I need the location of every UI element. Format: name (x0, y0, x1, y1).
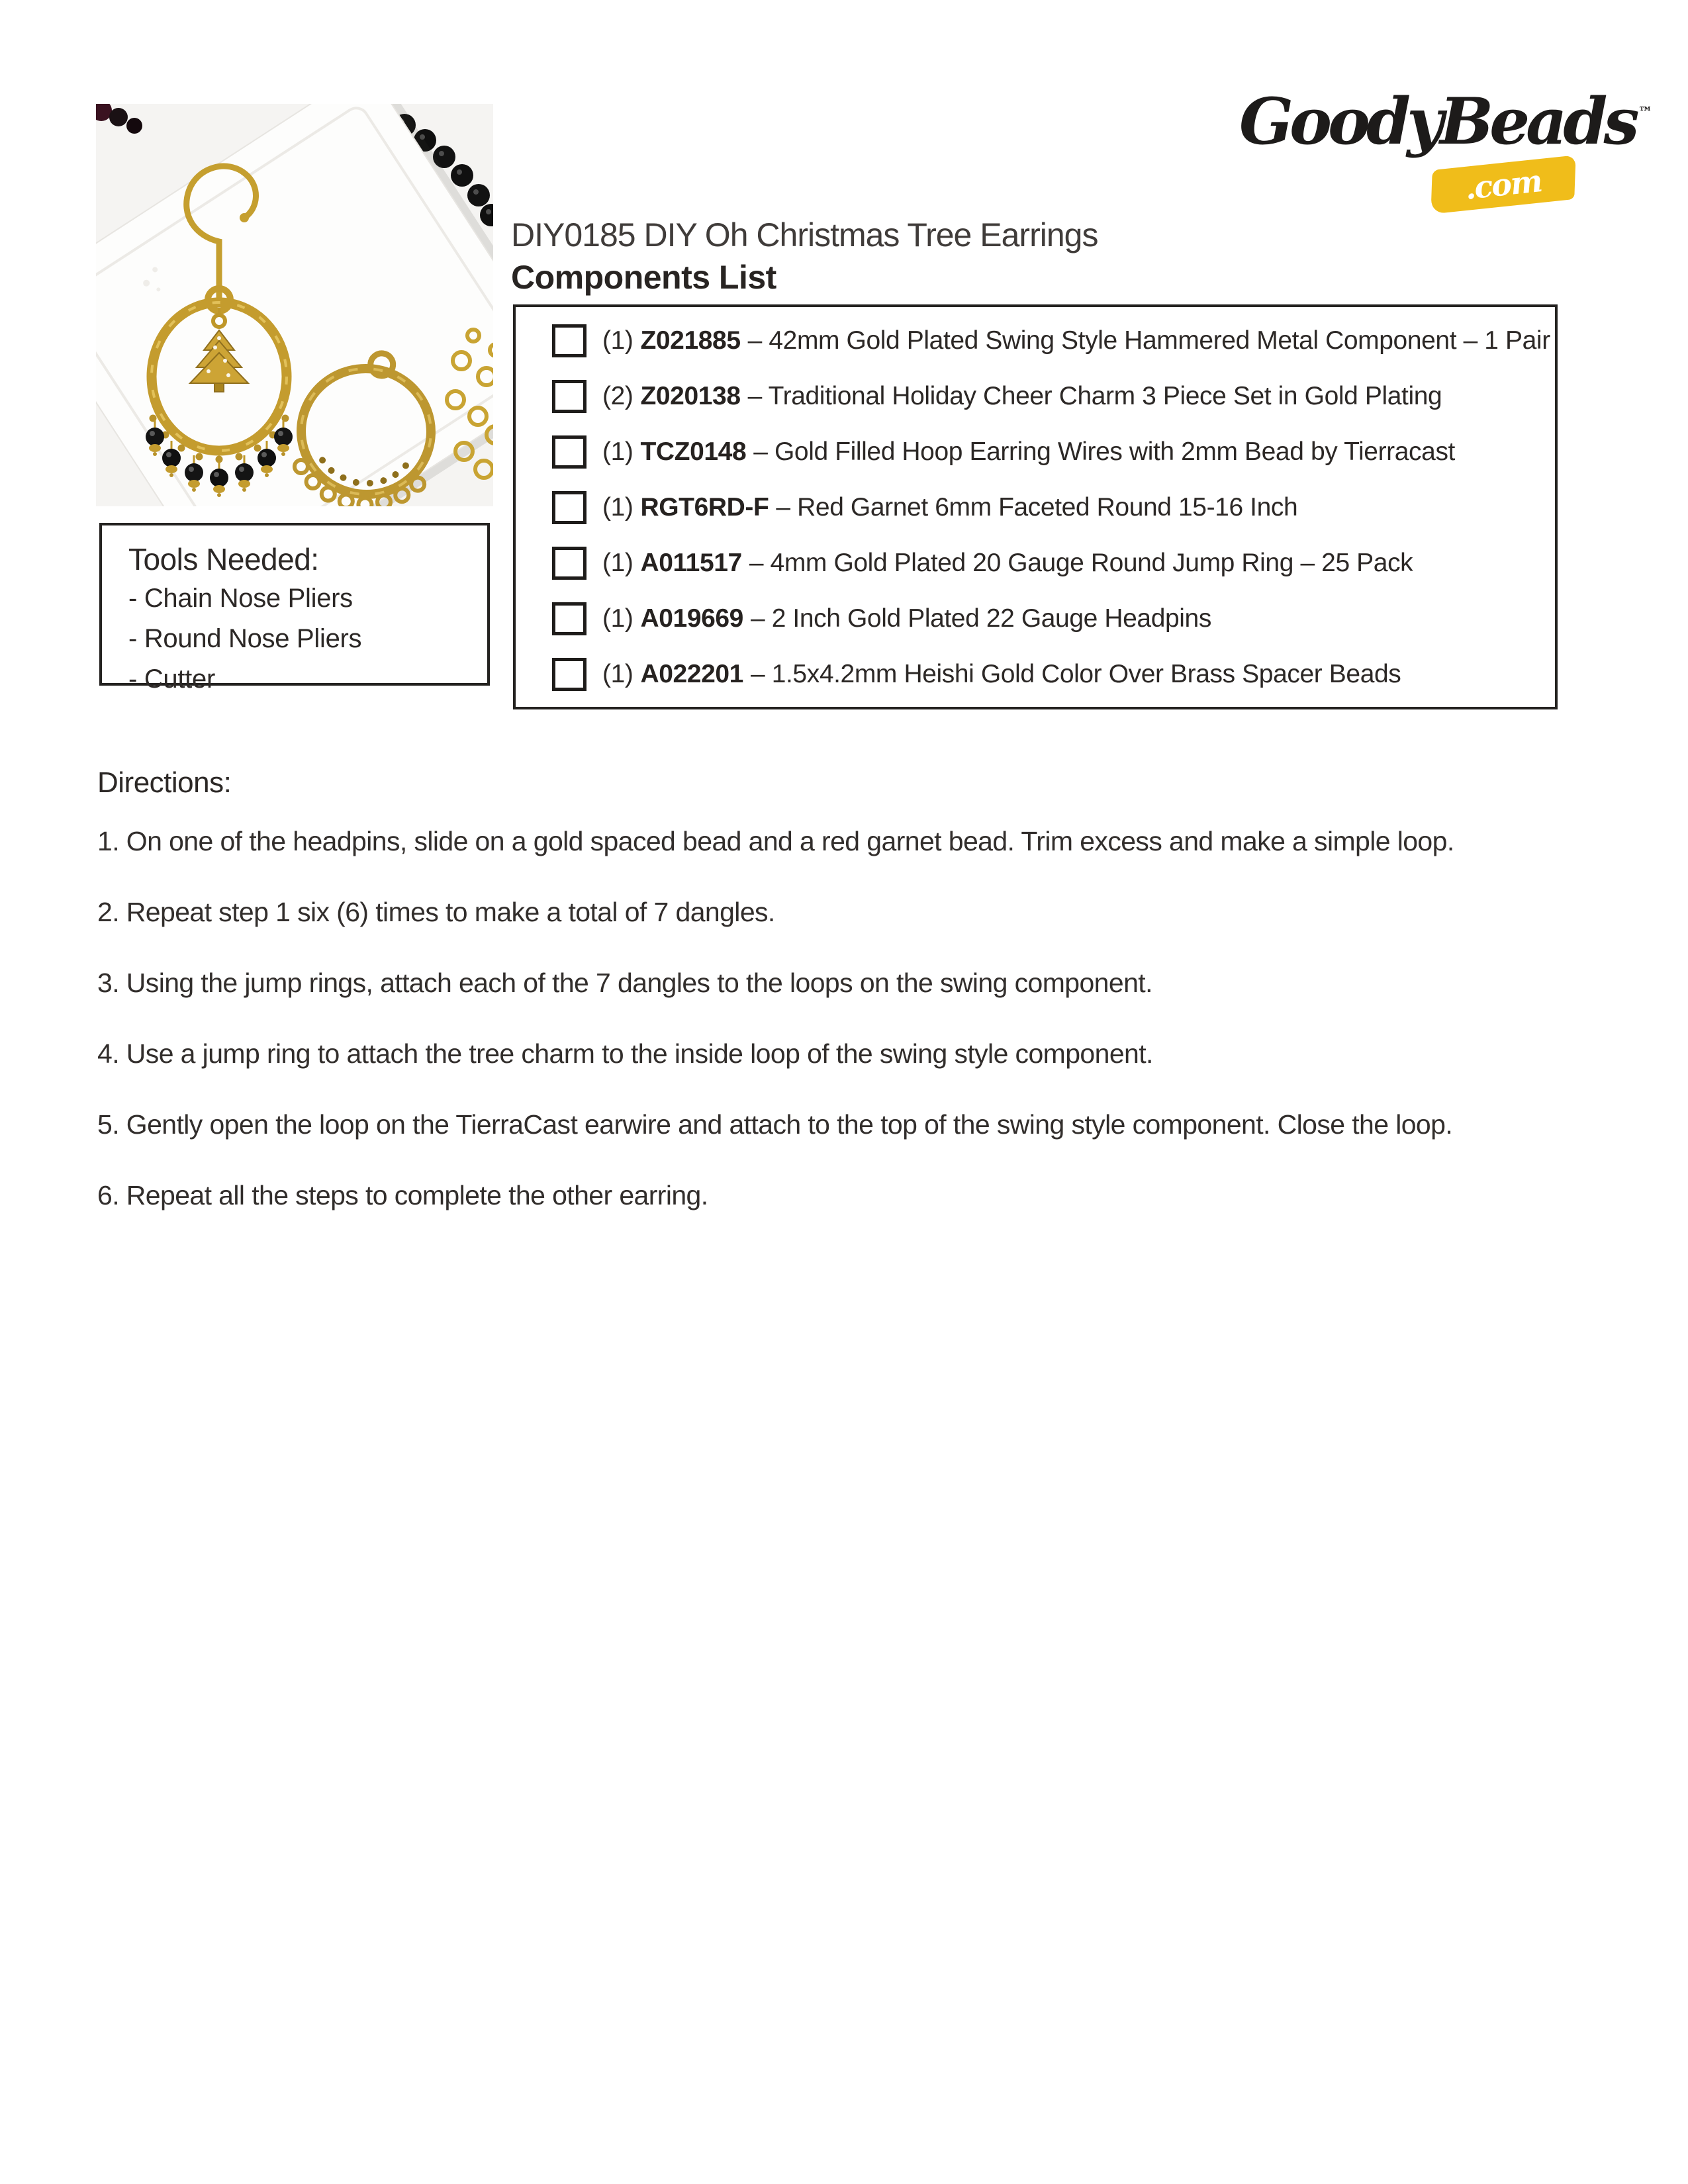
page-title: DIY0185 DIY Oh Christmas Tree Earrings (511, 216, 1098, 253)
component-desc: – 2 Inch Gold Plated 22 Gauge Headpins (750, 604, 1211, 633)
tools-list (128, 580, 481, 698)
component-item (552, 546, 1555, 580)
component-checkbox[interactable] (552, 435, 586, 469)
component-sku: RGT6RD-F (640, 493, 769, 522)
direction-step: 4. Use a jump ring to attach the tree charm to the inside loop of the swing style component. (97, 1038, 1153, 1069)
component-desc: – Red Garnet 6mm Faceted Round 15-16 Inch (776, 493, 1298, 522)
component-desc: – 42mm Gold Plated Swing Style Hammered Metal Component – 1 Pair (747, 326, 1550, 355)
component-item (552, 490, 1555, 525)
goodybeads-wordmark (1239, 84, 1653, 159)
dotcom-text: .com (1463, 163, 1544, 206)
component-qty: (1) (602, 493, 633, 522)
component-text (602, 549, 1413, 578)
component-sku: A011517 (640, 549, 742, 577)
component-item (552, 602, 1555, 636)
tm-mark: ™ (1638, 104, 1653, 121)
component-item (552, 657, 1555, 692)
component-checkbox[interactable] (552, 547, 586, 580)
component-item (552, 324, 1555, 358)
component-checkbox[interactable] (552, 602, 586, 635)
component-text (602, 326, 1550, 355)
product-photo-illustration (96, 104, 493, 506)
dotcom-banner (1430, 155, 1575, 214)
component-checkbox[interactable] (552, 324, 586, 357)
components-box (513, 304, 1558, 709)
component-text (602, 382, 1442, 411)
component-qty: (1) (602, 326, 633, 355)
component-item (552, 435, 1555, 469)
component-qty: (1) (602, 660, 633, 688)
tools-heading: Tools Needed: (128, 542, 319, 576)
brand-text: GoodyBeads (1239, 84, 1636, 159)
component-desc: – Gold Filled Hoop Earring Wires with 2mm Bead by Tierracast (753, 437, 1455, 466)
component-desc: – Traditional Holiday Cheer Charm 3 Piece Set in Gold Plating (747, 382, 1442, 410)
component-qty: (2) (602, 382, 633, 410)
component-checkbox[interactable] (552, 380, 586, 413)
direction-step: 5. Gently open the loop on the TierraCast earwire and attach to the top of the swing style component. Close the loop. (97, 1109, 1453, 1140)
directions-heading: Directions: (97, 766, 232, 799)
component-qty: (1) (602, 437, 633, 466)
directions-section (97, 766, 1640, 1251)
direction-step: 6. Repeat all the steps to complete the other earring. (97, 1180, 708, 1210)
tools-box (99, 523, 490, 694)
tool-item: - Round Nose Pliers (128, 623, 362, 653)
component-qty: (1) (602, 604, 633, 633)
direction-step: 1. On one of the headpins, slide on a gold spaced bead and a red garnet bead. Trim excess and make a simple loop. (97, 826, 1454, 856)
component-sku: Z020138 (640, 382, 741, 410)
tool-item: - Cutter (128, 664, 215, 694)
product-photo (96, 104, 493, 506)
component-checkbox[interactable] (552, 658, 586, 691)
component-sku: A022201 (640, 660, 743, 688)
component-text (602, 604, 1211, 633)
component-text (602, 493, 1297, 522)
direction-step: 2. Repeat step 1 six (6) times to make a total of 7 dangles. (97, 897, 775, 927)
component-sku: Z021885 (640, 326, 741, 355)
component-item (552, 379, 1555, 414)
component-text (602, 660, 1401, 689)
tool-item: - Chain Nose Pliers (128, 584, 353, 613)
component-desc: – 4mm Gold Plated 20 Gauge Round Jump Ring – 25 Pack (749, 549, 1413, 577)
component-desc: – 1.5x4.2mm Heishi Gold Color Over Brass Spacer Beads (750, 660, 1401, 688)
direction-step: 3. Using the jump rings, attach each of the 7 dangles to the loops on the swing component. (97, 968, 1152, 998)
component-sku: TCZ0148 (640, 437, 747, 466)
component-text (602, 437, 1455, 467)
component-sku: A019669 (640, 604, 743, 633)
components-heading: Components List (511, 259, 776, 296)
brand-logo (1239, 84, 1653, 216)
component-checkbox[interactable] (552, 491, 586, 524)
component-qty: (1) (602, 549, 633, 577)
